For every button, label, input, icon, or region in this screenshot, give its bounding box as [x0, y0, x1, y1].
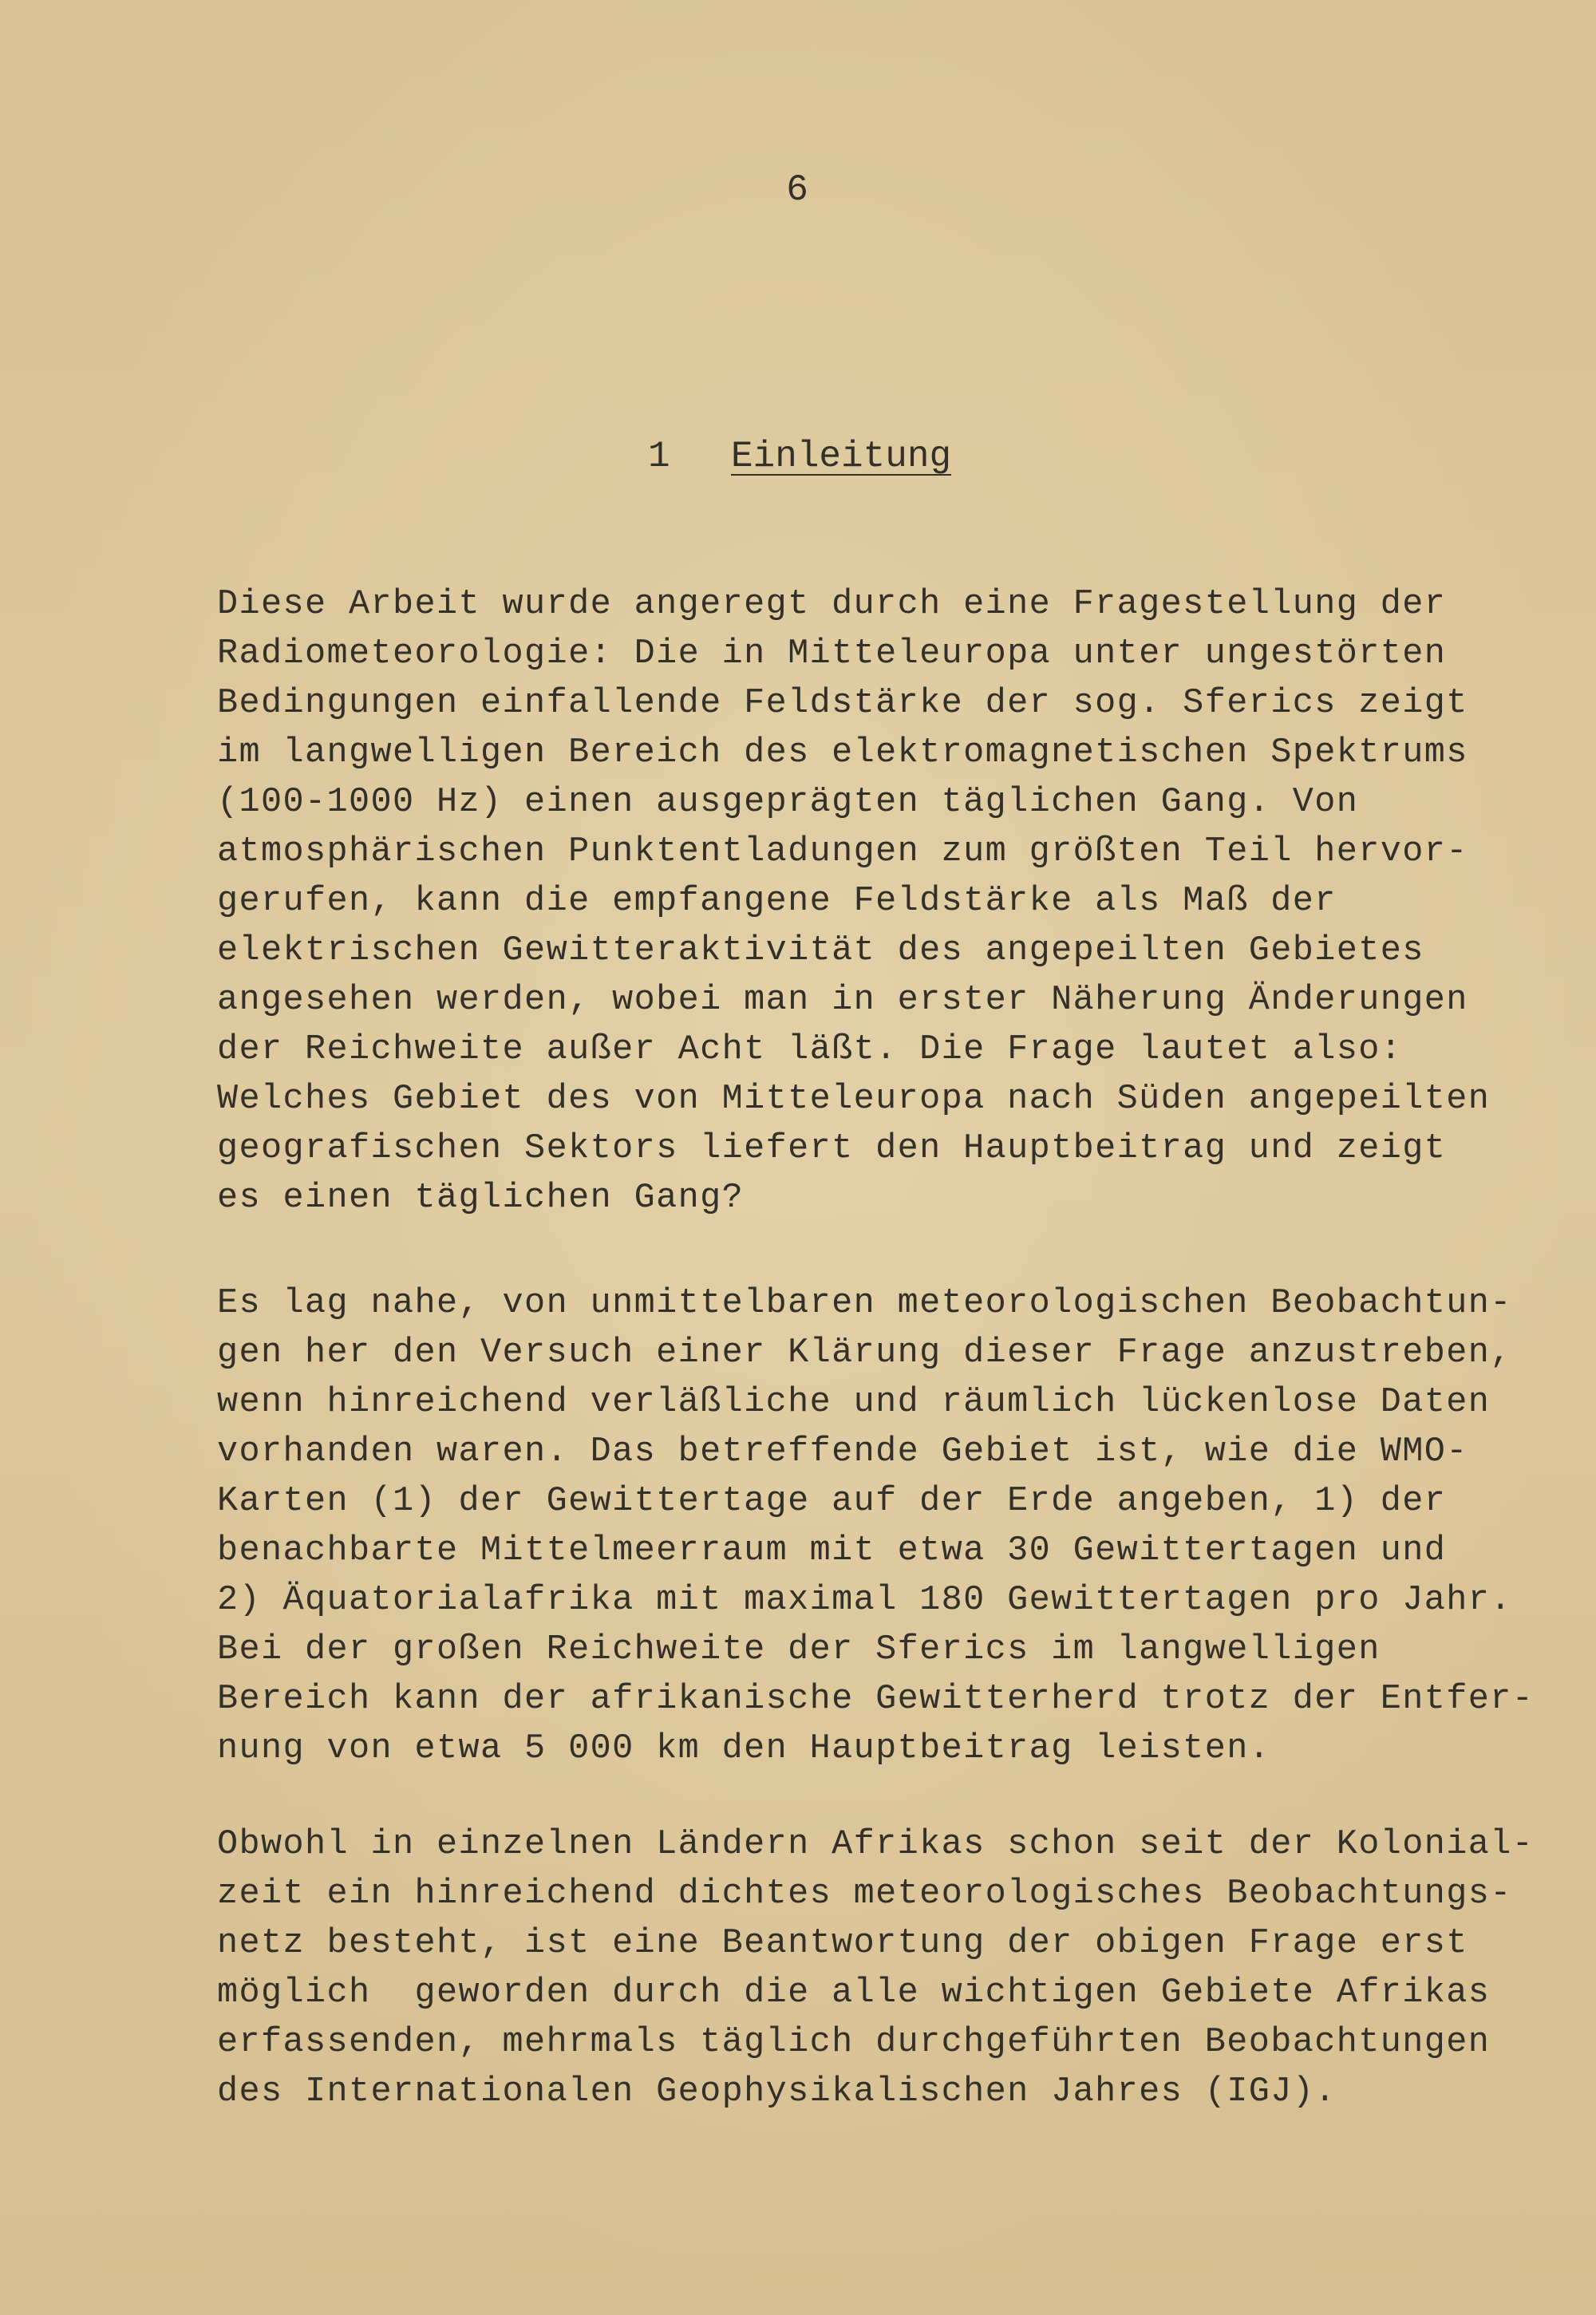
paragraph-line: 2) Äquatorialafrika mit maximal 180 Gewittertagen pro Jahr.	[217, 1581, 1512, 1620]
paragraph-line: atmosphärischen Punktentladungen zum größten Teil hervor-	[217, 832, 1468, 871]
paragraph-line: nung von etwa 5 000 km den Hauptbeitrag leisten.	[217, 1729, 1271, 1768]
paragraph-line: der Reichweite außer Acht läßt. Die Frage lautet also:	[217, 1030, 1403, 1069]
page-number: 6	[786, 169, 810, 211]
paragraph-line: im langwelligen Bereich des elektromagnetischen Spektrums	[217, 733, 1468, 772]
section-number: 1	[648, 436, 670, 477]
paragraph-line: (100-1000 Hz) einen ausgeprägten täglichen Gang. Von	[217, 783, 1359, 822]
paragraph-line: zeit ein hinreichend dichtes meteorologisches Beobachtungs-	[217, 1875, 1512, 1914]
paragraph-line: netz besteht, ist eine Beantwortung der obigen Frage erst	[217, 1924, 1468, 1963]
paragraph-line: geografischen Sektors liefert den Hauptbeitrag und zeigt	[217, 1129, 1447, 1168]
paragraph-line: Diese Arbeit wurde angeregt durch eine Fragestellung der	[217, 585, 1447, 624]
paragraph-line: Karten (1) der Gewittertage auf der Erde angeben, 1) der	[217, 1482, 1447, 1521]
paragraph-line: möglich geworden durch die alle wichtigen Gebiete Afrikas	[217, 1973, 1491, 2013]
paragraph-line: gen her den Versuch einer Klärung dieser Frage anzustreben,	[217, 1333, 1512, 1373]
paragraph-line: Bedingungen einfallende Feldstärke der sog. Sferics zeigt	[217, 684, 1468, 723]
paragraph-line: angesehen werden, wobei man in erster Näherung Änderungen	[217, 981, 1468, 1020]
paragraph-2	[217, 1279, 1535, 1774]
section-title: Einleitung	[731, 436, 952, 477]
paragraph-1	[217, 580, 1491, 1223]
paragraph-3	[217, 1820, 1535, 2117]
paragraph-line: Obwohl in einzelnen Ländern Afrikas schon seit der Kolonial-	[217, 1825, 1535, 1864]
paragraph-line: benachbarte Mittelmeerraum mit etwa 30 Gewittertagen und	[217, 1531, 1447, 1570]
paragraph-line: Es lag nahe, von unmittelbaren meteorologischen Beobachtun-	[217, 1284, 1512, 1323]
paragraph-line: Bei der großen Reichweite der Sferics im langwelligen	[217, 1630, 1381, 1669]
paragraph-line: Bereich kann der afrikanische Gewitterherd trotz der Entfer-	[217, 1680, 1535, 1719]
section-heading	[648, 436, 951, 477]
paragraph-line: es einen täglichen Gang?	[217, 1179, 745, 1218]
paragraph-line: vorhanden waren. Das betreffende Gebiet ist, wie die WMO-	[217, 1432, 1468, 1472]
paragraph-line: gerufen, kann die empfangene Feldstärke als Maß der	[217, 882, 1337, 921]
paragraph-line: Radiometeorologie: Die in Mitteleuropa unter ungestörten	[217, 634, 1447, 674]
paragraph-line: erfassenden, mehrmals täglich durchgeführten Beobachtungen	[217, 2023, 1491, 2062]
paragraph-line: wenn hinreichend verläßliche und räumlich lückenlose Daten	[217, 1383, 1491, 1422]
paragraph-line: des Internationalen Geophysikalischen Jahres (IGJ).	[217, 2072, 1337, 2112]
paragraph-line: elektrischen Gewitteraktivität des angepeilten Gebietes	[217, 931, 1424, 970]
paragraph-line: Welches Gebiet des von Mitteleuropa nach Süden angepeilten	[217, 1080, 1491, 1119]
